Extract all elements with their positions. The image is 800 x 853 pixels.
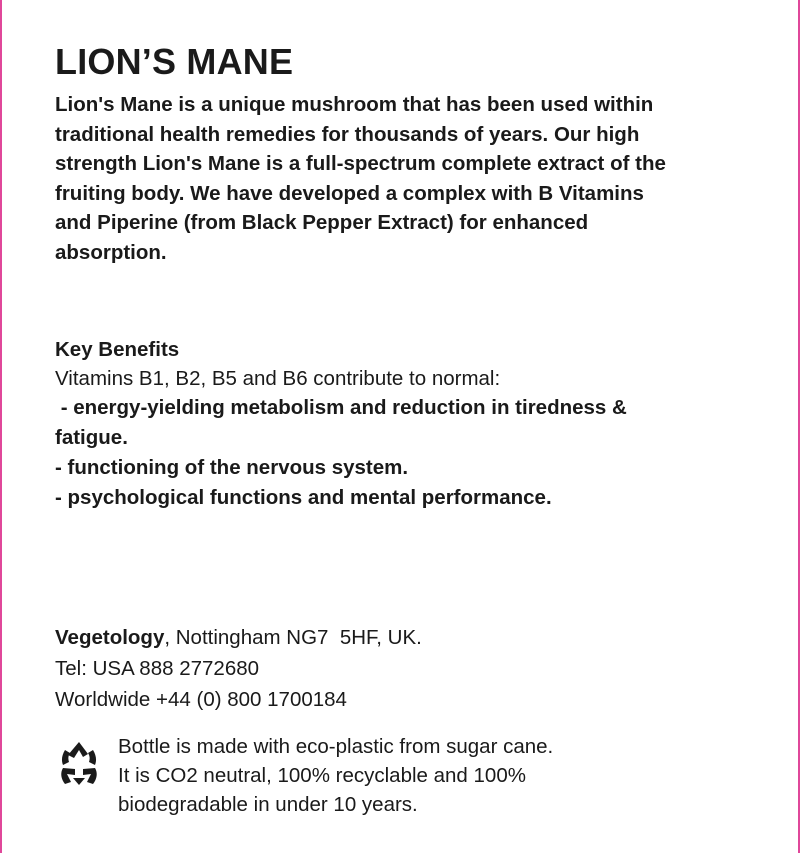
key-benefits-section [55, 335, 755, 513]
eco-line: Bottle is made with eco-plastic from sugar cane. [118, 735, 554, 758]
company-worldwide-tel: Worldwide +44 (0) 800 1700184 [55, 688, 347, 711]
description-line: absorption. [55, 240, 167, 264]
benefit-item: - energy-yielding metabolism and reduction in tiredness & [55, 396, 627, 419]
company-tel: Tel: USA 888 2772680 [55, 657, 260, 680]
company-info [55, 622, 755, 715]
label-content [55, 40, 755, 816]
benefit-item: - functioning of the nervous system. [55, 456, 409, 479]
key-benefits-heading: Key Benefits [55, 338, 180, 361]
recycle-icon [55, 738, 103, 786]
eco-line: biodegradable in under 10 years. [118, 793, 418, 816]
description-line: and Piperine (from Black Pepper Extract) for enhanced [55, 211, 589, 234]
description-line: Lion's Mane is a unique mushroom that has been used within [55, 93, 654, 116]
company-address: , Nottingham NG7 5HF, UK. [164, 626, 422, 649]
company-name: Vegetology [55, 626, 165, 649]
left-border [0, 0, 2, 853]
eco-line: It is CO2 neutral, 100% recyclable and 100% [118, 764, 526, 787]
description-line: strength Lion's Mane is a full-spectrum complete extract of the [55, 152, 666, 175]
description-line: traditional health remedies for thousands of years. Our high [55, 122, 640, 146]
key-benefits-lead: Vitamins B1, B2, B5 and B6 contribute to normal: [55, 367, 501, 390]
benefit-item: fatigue. [55, 426, 128, 449]
company-address-line [55, 622, 755, 653]
eco-statement [55, 732, 755, 819]
benefit-item: - psychological functions and mental performance. [55, 486, 552, 509]
product-description [55, 90, 755, 267]
description-line: fruiting body. We have developed a complex with B Vitamins [55, 181, 644, 205]
product-title: LION’S MANE [55, 41, 294, 82]
eco-text [118, 732, 553, 819]
